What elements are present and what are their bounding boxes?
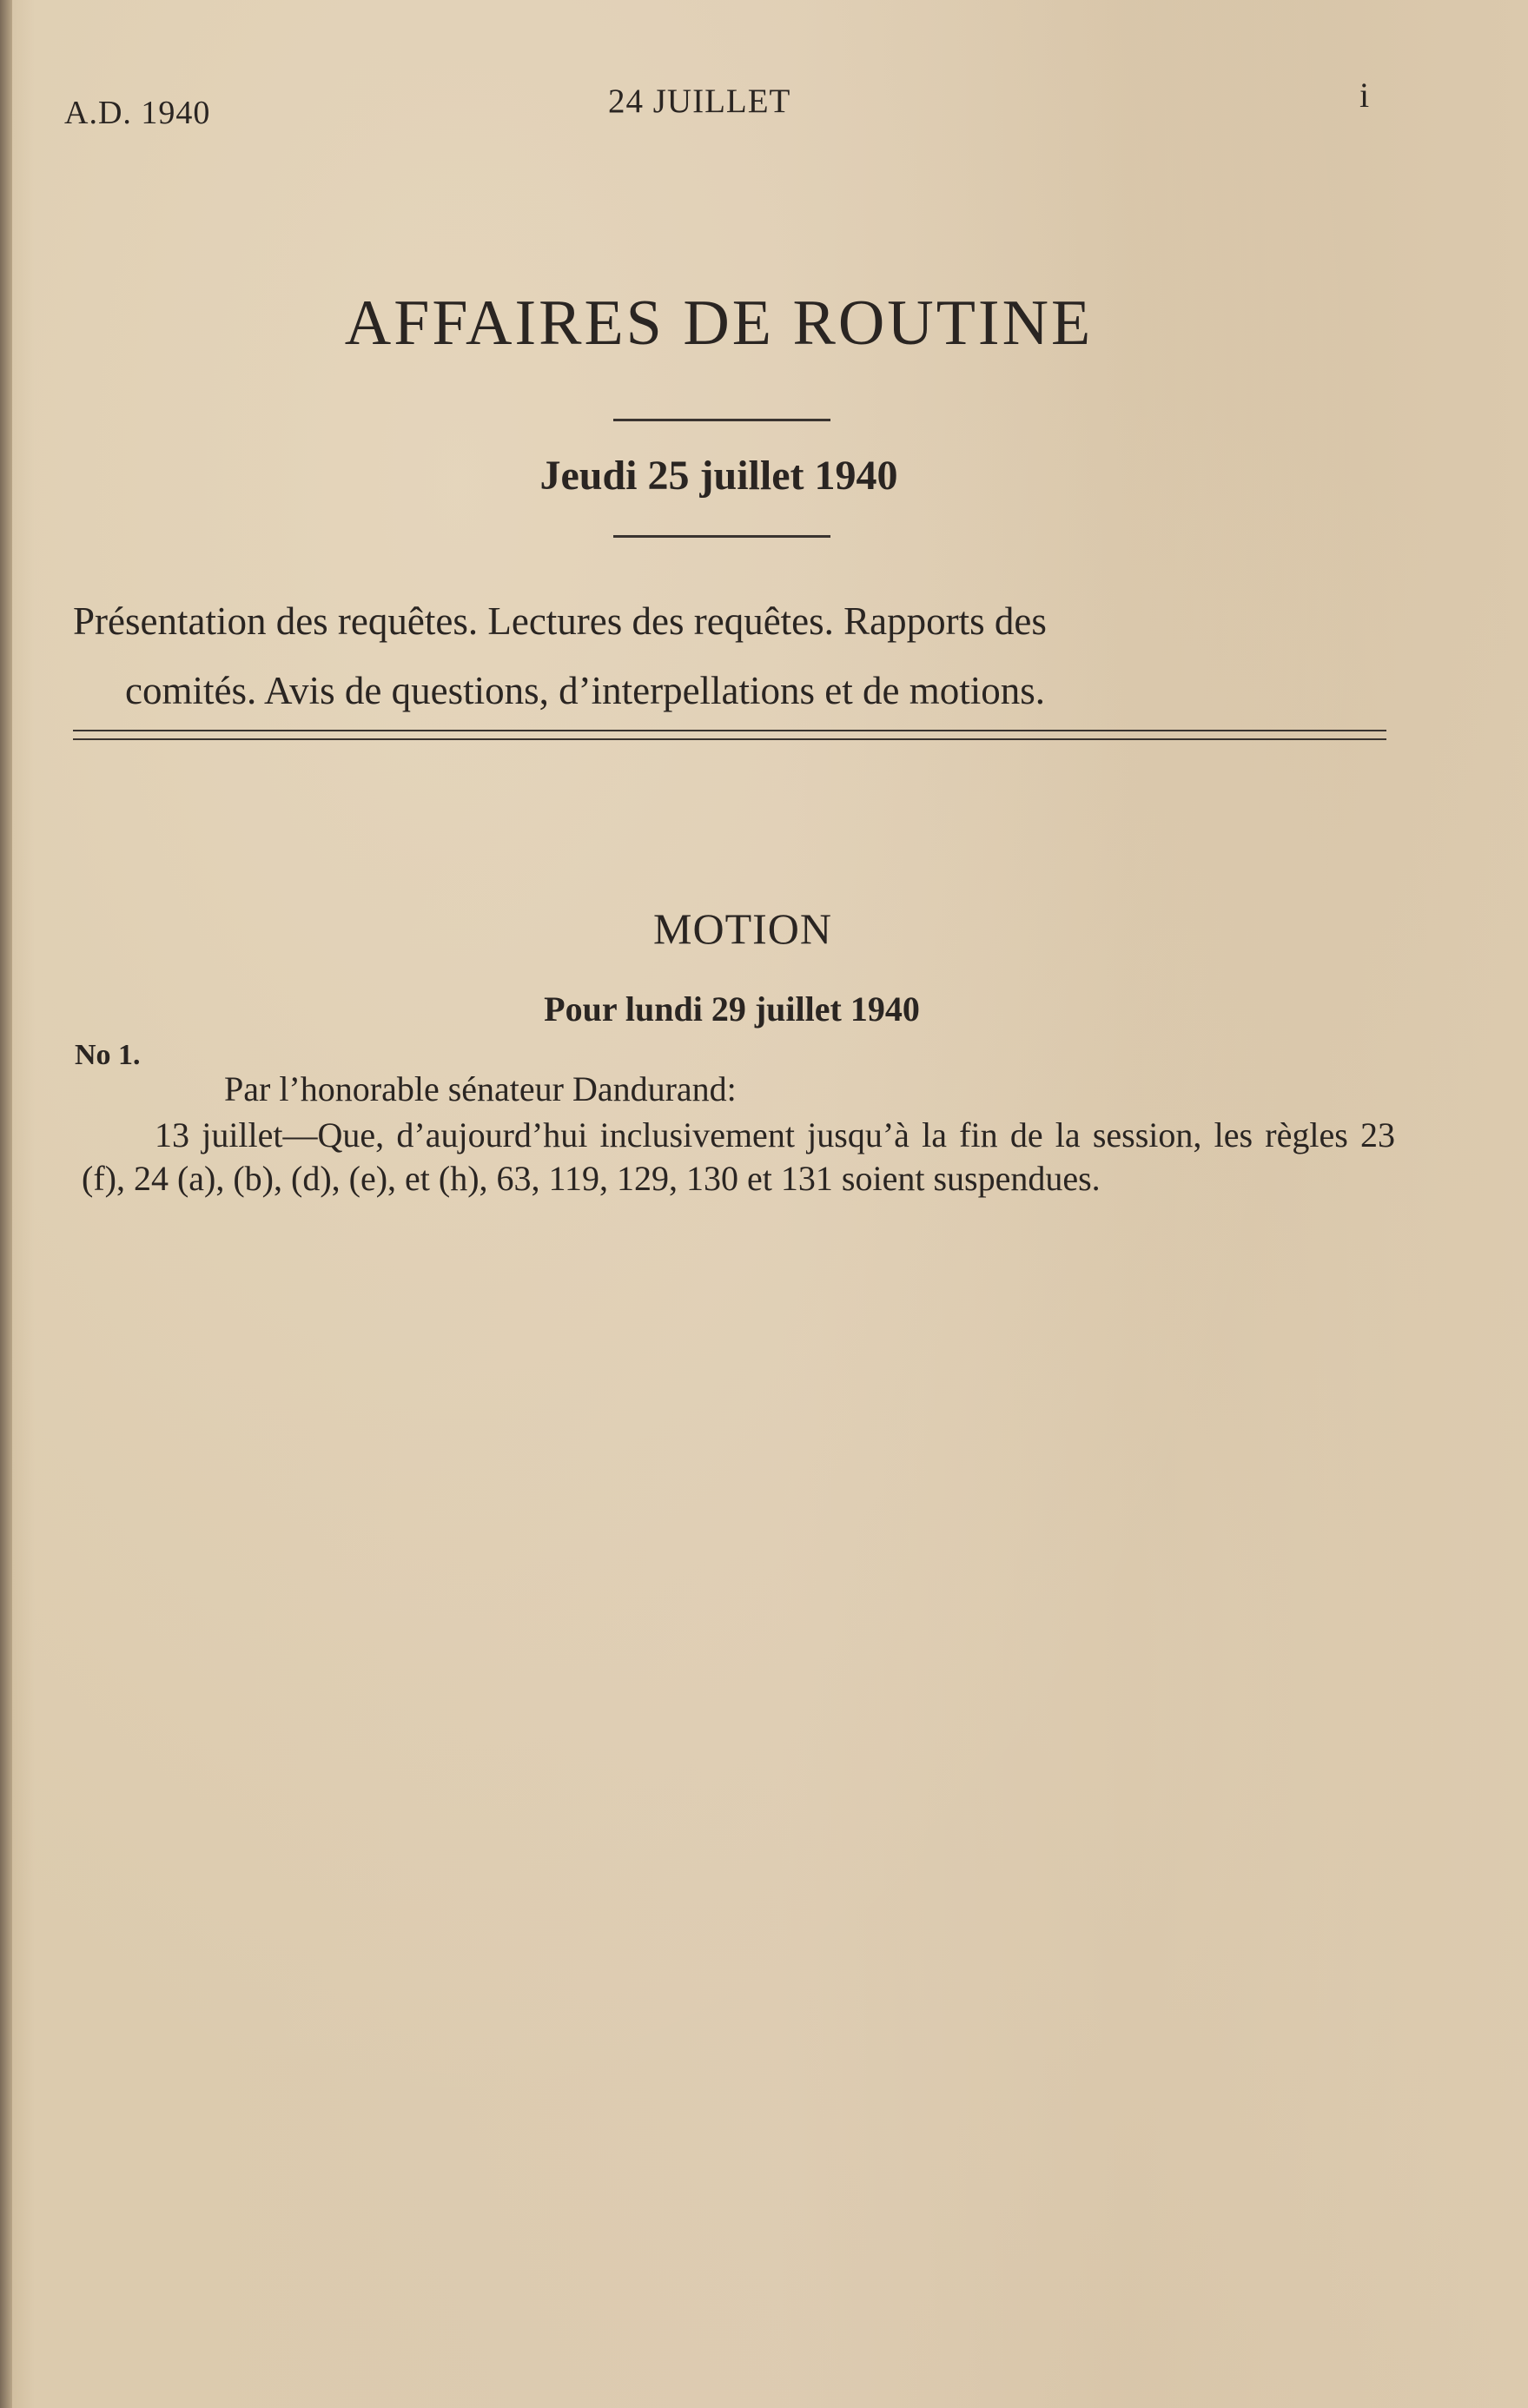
proceedings-line-1: Présentation des requêtes. Lectures des requêtes. Rapports des bbox=[73, 599, 1047, 643]
proceedings-line-2: comités. Avis de questions, d’interpellations et de motions. bbox=[125, 669, 1046, 712]
title-rule-top bbox=[613, 419, 830, 421]
sitting-date: Jeudi 25 juillet 1940 bbox=[539, 453, 898, 499]
running-head-date: 24 JUILLET bbox=[608, 83, 791, 120]
running-head-year: A.D. 1940 bbox=[64, 95, 211, 131]
proceedings-list bbox=[73, 586, 1380, 725]
title-rule-bottom bbox=[613, 535, 830, 538]
motion-sponsor: Par l’honorable sénateur Dandurand: bbox=[224, 1069, 737, 1108]
page-spine-edge bbox=[0, 0, 12, 2408]
motion-heading: MOTION bbox=[653, 904, 832, 953]
motion-for-date: Pour lundi 29 juillet 1940 bbox=[544, 989, 920, 1029]
section-double-rule bbox=[73, 730, 1386, 740]
page-number: i bbox=[1359, 76, 1370, 115]
motion-text-block bbox=[82, 1114, 1395, 1201]
document-title: AFFAIRES DE ROUTINE bbox=[344, 288, 1094, 359]
motion-number: No 1. bbox=[75, 1039, 141, 1071]
motion-text: 13 juillet—Que, d’aujourd’hui inclusivement jusqu’à la fin de la session, les règles 23 (f), 24 (a), (b), (d), (e), et (h), 63, 119, 129, 130 et 131 soient suspendues. bbox=[82, 1115, 1395, 1198]
